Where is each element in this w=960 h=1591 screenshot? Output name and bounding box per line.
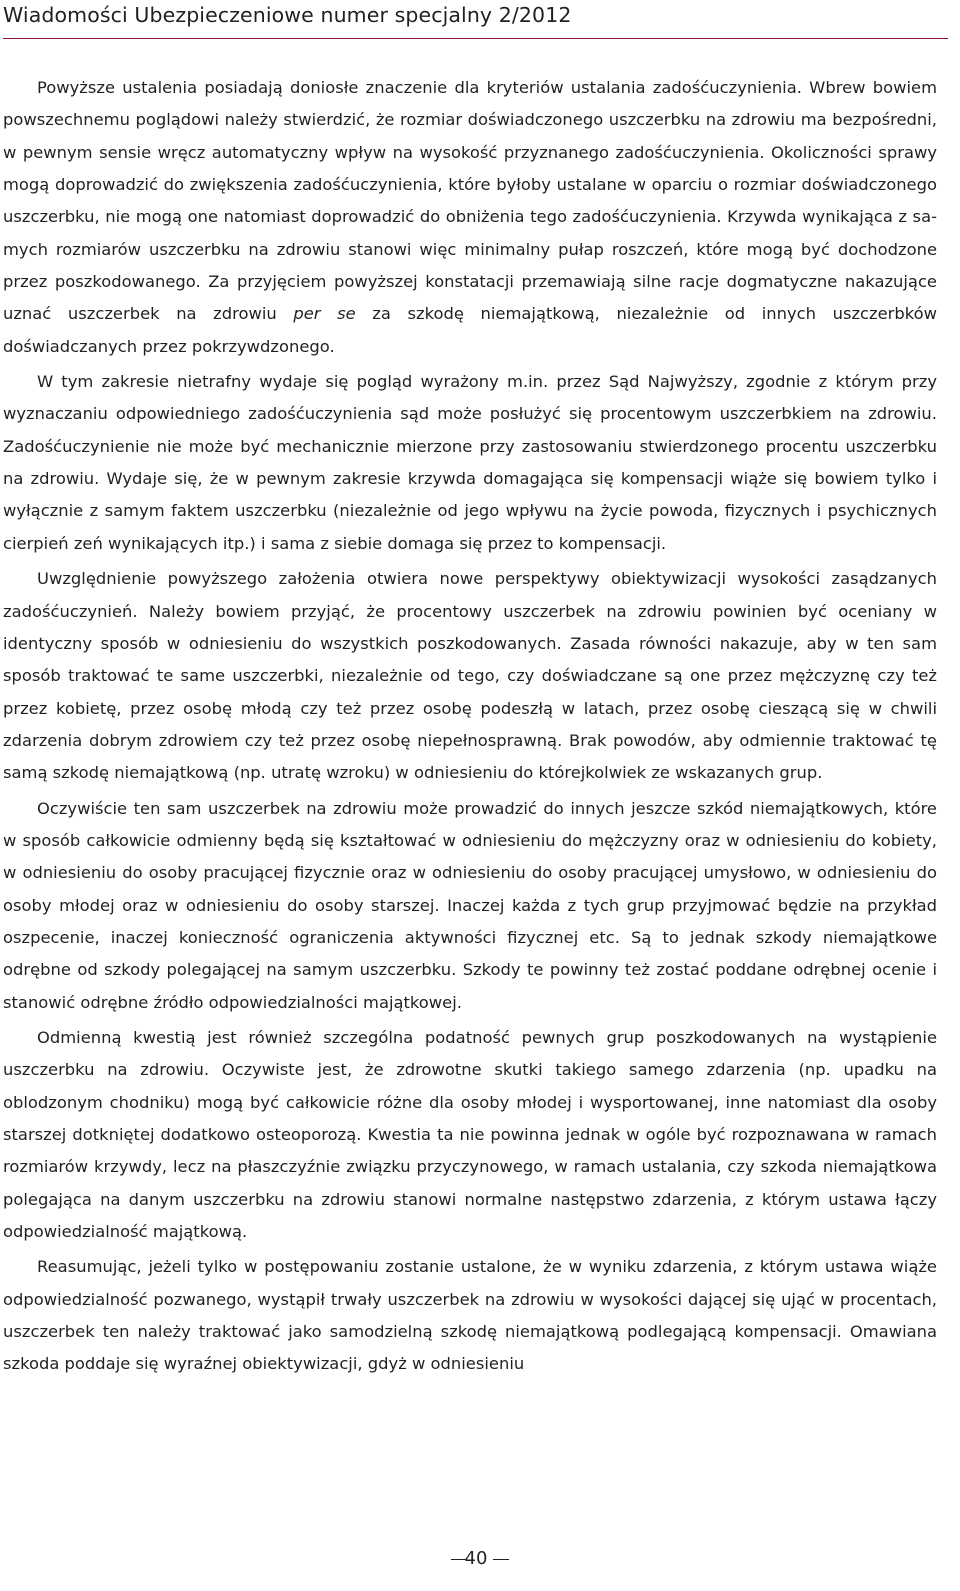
- paragraph-5: Odmienną kwestią jest również szczególna podatność pewnych grup poszkodowanych na wystąpienie uszczerbku na zdrowiu. Oczywiste jest, że zdrowotne skutki takiego samego zdarzenia (np. upadku na oblodzonym chodniku) mogą być całkowicie różne dla osoby młodej i wysportowanej, inne natomiast dla osoby starszej dotkniętej dodatkowo osteoporozą. Kwestia ta nie powinna jednak w ogóle być rozpoznawana w ramach rozmiarów krzywdy, lecz na płaszczyźnie związku przyczynowego, w ramach ustalania, czy szkoda niemajątkowa polegająca na danym uszczerbku na zdrowiu stanowi normalne następstwo zdarzenia, z którym ustawa łączy odpowiedzialność majątkową.: [3, 1027, 937, 1242]
- paragraph-6: Reasumując, jeżeli tylko w postępowaniu zostanie ustalone, że w wyniku zdarzenia, z którym ustawa wiąże odpowiedzialność pozwanego, wystąpił trwały uszczerbek na zdrowiu w wysokości dającej się ująć w procentach, uszczerbek ten należy traktować jako samodzielną szkodę niemajątkową podlegającą kompensacji. Omawiana szkoda poddaje się wyraźnej obiektywizacji, gdyż w odniesieniu: [3, 1257, 937, 1374]
- paragraph-1-text-b: za szkodę niemajątkową, niezależnie od innych uszczerbków doświadczanych przez pokrzywdzonego.: [3, 304, 938, 356]
- page-footer: [0, 1544, 960, 1574]
- dash-right: [493, 1559, 509, 1560]
- running-header: [3, 0, 948, 39]
- paragraph-4: Oczywiście ten sam uszczerbek na zdrowiu może prowadzić do innych jeszcze szkód niemajątkowych, które w sposób całkowicie odmienny będą się kształtować w odniesieniu do mężczyzny oraz w odniesieniu do kobiety, w odniesieniu do osoby pracującej fizycznie oraz w odniesieniu do osoby pracującej umysłowo, w odniesieniu do osoby młodej oraz w odniesieniu do osoby starszej. Inaczej każda z tych grup przyjmować będzie na przykład oszpecenie, inaczej konieczność ograniczenia aktywności fizycznej etc. Są to jednak szkody niemajątkowe odrębne od szkody polegającej na samym uszczerbku. Szkody te powinny też zostać poddane odrębnej ocenie i stanowić odrębne źródło odpowiedzialności majątkowej.: [3, 798, 937, 1012]
- article-body: [3, 72, 937, 1384]
- page-number: 40: [464, 1548, 488, 1569]
- latin-phrase-per-se: per se: [293, 304, 356, 324]
- paragraph-1-text-a: Powyższe ustalenia posiadają doniosłe znaczenie dla kryteriów ustalania zadośćuczynienia. Wbrew bowiem powszechnemu poglądowi należy stwierdzić, że rozmiar doświadczonego uszczerbku na zdrowiu ma bezpośredni, w pewnym sensie wręcz automatyczny wpływ na wysokość przyznanego zadośćuczynienia. Okoliczności sprawy mogą doprowadzić do zwiększenia zadośćuczynienia, które byłoby ustalane w oparciu o rozmiar doświadczonego uszczerbku, nie mogą one natomiast doprowadzić do obniżenia tego zadośćuczynienia. Krzywda wynikająca z samych rozmiarów uszczerbku na zdrowiu stanowi więc minimalny pułap roszczeń, które mogą być dochodzone przez poszkodowanego. Za przyjęciem powyższej konstatacji przemawiają silne racje dogmatyczne nakazujące uznać uszczerbek na zdrowiu: [3, 78, 937, 324]
- paragraph-3: Uwzględnienie powyższego założenia otwiera nowe perspektywy obiektywizacji wysokości zasądzanych zadośćuczynień. Należy bowiem przyjąć, że procentowy uszczerbek na zdrowiu powinien być oceniany w identyczny sposób w odniesieniu do wszystkich poszkodowanych. Zasada równości nakazuje, aby w ten sam sposób traktować te same uszczerbki, niezależnie od tego, czy doświadczane są one przez mężczyznę czy też przez kobietę, przez osobę młodą czy też przez osobę podeszłą w latach, przez osobę cieszącą się w chwili zdarzenia dobrym zdrowiem czy też przez osobę niepełnosprawną. Brak powodów, aby odmiennie traktować tę samą szkodę niemajątkową (np. utratę wzroku) w odniesieniu do którejkolwiek ze wskazanych grup.: [3, 569, 937, 783]
- paragraph-1: [3, 72, 937, 363]
- journal-title: Wiadomości Ubezpieczeniowe numer specjalny 2/2012: [3, 3, 572, 27]
- paragraph-2: W tym zakresie nietrafny wydaje się pogląd wyrażony m.in. przez Sąd Najwyższy, zgodnie z którym przy wyznaczaniu odpowiedniego zadośćuczynienia sąd może posłużyć się procentowym uszczerbkiem na zdrowiu. Zadośćuczynienie nie może być mechanicznie mierzone przy zastosowaniu stwierdzonego procentu uszczerbku na zdrowiu. Wydaje się, że w pewnym zakresie krzywda domagająca się kompensacji wiąże się bowiem tylko i wyłącznie z samym faktem uszczerbku (niezależnie od jego wpływu na życie powoda, fizycznych i psychicznych cierpień zeń wynikających itp.) i sama z siebie domaga się przez to kompensacji.: [3, 372, 937, 553]
